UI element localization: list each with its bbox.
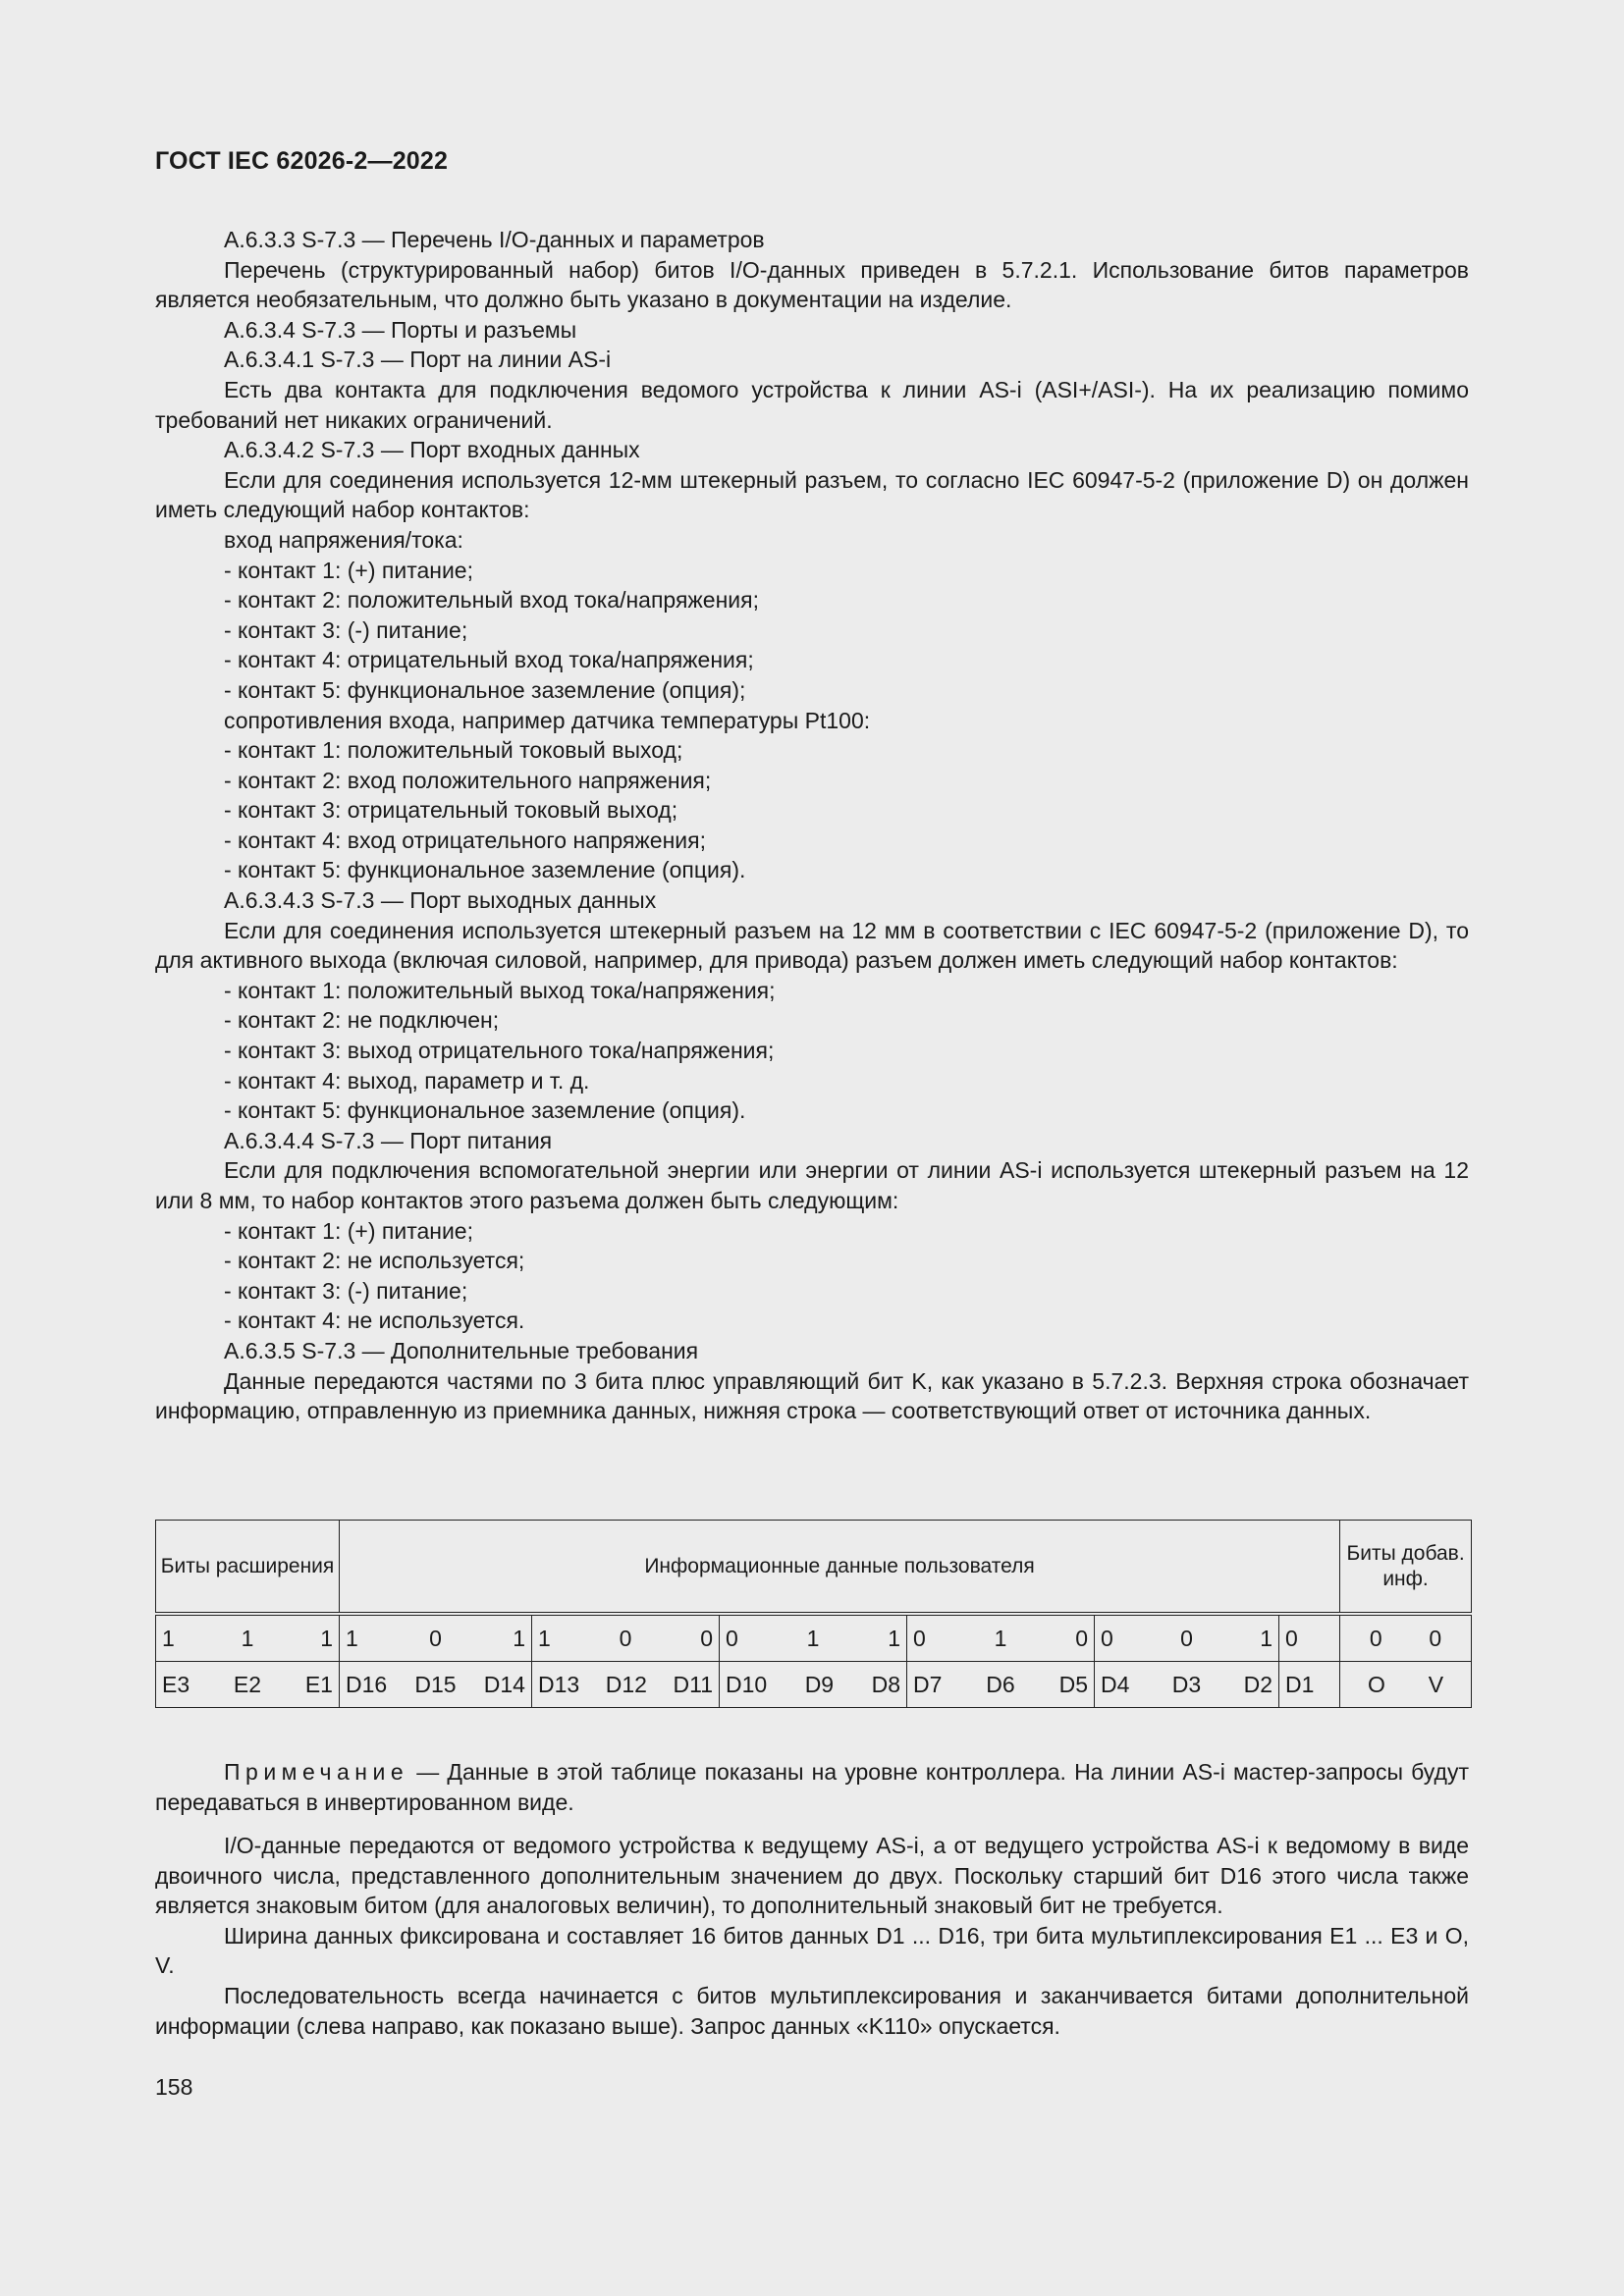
table-note [155, 1757, 1469, 1817]
bit-value: D10 [726, 1671, 768, 1697]
bit-value: 1 [888, 1625, 900, 1651]
list-item: - контакт 2: вход положительного напряжения; [224, 767, 712, 793]
list-item: - контакт 1: (+) питание; [224, 1217, 473, 1244]
note-text: — Данные в этой таблице показаны на уровне контроллера. На линии AS-i мастер-запросы будут передаваться в инвертированном виде. [155, 1759, 1469, 1815]
list-item: - контакт 1: (+) питание; [224, 557, 473, 583]
bit-value: 0 [913, 1625, 926, 1651]
bits-table-container [155, 1520, 1471, 1708]
table-cell [156, 1662, 340, 1708]
table-row [156, 1614, 1472, 1662]
bit-value: D13 [538, 1671, 580, 1697]
table-cell [340, 1662, 532, 1708]
bit-value: E2 [233, 1671, 262, 1697]
bit-value: D8 [871, 1671, 900, 1697]
table-cell [1095, 1662, 1279, 1708]
bit-value: 0 [1429, 1625, 1442, 1651]
bit-value: D3 [1171, 1671, 1202, 1697]
paragraph: А.6.3.4.3 S-7.3 — Порт выходных данных [224, 887, 657, 914]
paragraph: Если для соединения используется штекерный разъем на 12 мм в соответствии с IEC 60947-5-2 (приложение D), то для активного выхода (включая силовой, например, для привода) разъем должен иметь следующий набор контактов: [155, 917, 1469, 974]
list-item: - контакт 3: (-) питание; [224, 1277, 468, 1304]
table-cell [156, 1614, 340, 1662]
body-text [155, 225, 1469, 1426]
bit-value: D4 [1101, 1671, 1130, 1697]
bit-value: 0 [1075, 1625, 1088, 1651]
bit-value: D2 [1243, 1671, 1272, 1697]
table-cell [720, 1614, 907, 1662]
table-cell [907, 1662, 1095, 1708]
list-item: - контакт 2: не подключен; [224, 1007, 500, 1034]
bit-value: 0 [619, 1625, 632, 1651]
header-additional-bits: Биты добав. инф. [1340, 1521, 1472, 1615]
bit-value: 0 [1180, 1625, 1193, 1651]
bit-value: 1 [994, 1625, 1007, 1651]
bit-value: D14 [483, 1671, 525, 1697]
table-cell [1340, 1614, 1472, 1662]
bit-value: D9 [804, 1671, 835, 1697]
list-item: - контакт 1: положительный выход тока/напряжения; [224, 977, 776, 1003]
bit-value: D12 [605, 1671, 647, 1697]
bit-value: O [1368, 1671, 1385, 1697]
list-item: - контакт 4: вход отрицательного напряжения; [224, 827, 706, 853]
paragraph: Данные передаются частями по 3 бита плюс управляющий бит K, как указано в 5.7.2.3. Верхняя строка обозначает информацию, отправленную из приемника данных, нижняя строка — соответствующий ответ от источника данных. [155, 1367, 1469, 1424]
table-cell [1279, 1662, 1340, 1708]
document-header: ГОСТ IEC 62026-2—2022 [155, 147, 449, 175]
after-note-text [155, 1831, 1469, 2041]
paragraph: А.6.3.4 S-7.3 — Порты и разъемы [224, 316, 577, 343]
table-cell [720, 1662, 907, 1708]
list-item: - контакт 3: (-) питание; [224, 616, 468, 643]
paragraph: А.6.3.5 S-7.3 — Дополнительные требования [224, 1337, 699, 1363]
list-item: сопротивления входа, например датчика температуры Pt100: [224, 707, 871, 733]
header-user-data: Информационные данные пользователя [340, 1521, 1340, 1615]
bit-value: 1 [806, 1625, 820, 1651]
page-number: 158 [155, 2074, 193, 2100]
paragraph: Есть два контакта для подключения ведомого устройства к линии AS-i (ASI+/ASI-). На их реализацию помимо требований нет никаких ограничений. [155, 376, 1469, 433]
bit-value: E3 [162, 1671, 190, 1697]
bit-value: 1 [513, 1625, 525, 1651]
table-cell [907, 1614, 1095, 1662]
table-row [156, 1662, 1472, 1708]
bit-value: D7 [913, 1671, 943, 1697]
bit-value: V [1428, 1671, 1444, 1697]
paragraph: А.6.3.3 S-7.3 — Перечень I/О-данных и параметров [224, 227, 765, 252]
list-item: - контакт 5: функциональное заземление (опция). [224, 857, 746, 883]
paragraph: А.6.3.4.2 S-7.3 — Порт входных данных [224, 437, 640, 463]
list-item: - контакт 5: функциональное заземление (опция). [224, 1097, 746, 1124]
bit-value: 0 [1101, 1625, 1113, 1651]
paragraph: Последовательность всегда начинается с битов мультиплексирования и заканчивается битами дополнительной информации (слева направо, как показано выше). Запрос данных «K110» опускается. [155, 1982, 1469, 2039]
bit-value: 0 [1285, 1625, 1298, 1651]
list-item: - контакт 4: не используется. [224, 1308, 525, 1334]
list-item: - контакт 5: функциональное заземление (опция); [224, 676, 746, 703]
bit-value: 0 [429, 1625, 442, 1651]
list-item: - контакт 4: отрицательный вход тока/напряжения; [224, 647, 754, 673]
bit-value: 1 [162, 1625, 175, 1651]
list-item: - контакт 1: положительный токовый выход; [224, 737, 683, 764]
bit-value: D1 [1285, 1671, 1315, 1697]
bit-value: 1 [538, 1625, 551, 1651]
table-cell [532, 1662, 720, 1708]
paragraph: А.6.3.4.4 S-7.3 — Порт питания [224, 1127, 553, 1153]
bit-value: D6 [986, 1671, 1015, 1697]
bit-value: 1 [241, 1625, 254, 1651]
bits-table [155, 1520, 1472, 1708]
note-label: Примечание [224, 1759, 409, 1785]
bit-value: E1 [304, 1671, 333, 1697]
list-item: - контакт 3: отрицательный токовый выход; [224, 797, 678, 824]
table-cell [1095, 1614, 1279, 1662]
list-item: - контакт 3: выход отрицательного тока/напряжения; [224, 1038, 775, 1064]
paragraph: Если для подключения вспомогательной энергии или энергии от линии AS-i используется штекерный разъем на 12 или 8 мм, то набор контактов этого разъема должен быть следующим: [155, 1157, 1469, 1213]
table-cell [340, 1614, 532, 1662]
paragraph: А.6.3.4.1 S-7.3 — Порт на линии AS-i [224, 347, 612, 373]
list-item: - контакт 2: положительный вход тока/напряжения; [224, 587, 759, 614]
table-cell [532, 1614, 720, 1662]
bit-value: 0 [726, 1625, 738, 1651]
bit-value: 1 [320, 1625, 333, 1651]
header-extension-bits: Биты расширения [156, 1521, 340, 1615]
bit-value: D5 [1058, 1671, 1088, 1697]
paragraph: Ширина данных фиксирована и составляет 16 битов данных D1 ... D16, три бита мультиплексирования E1 ... E3 и O, V. [155, 1922, 1469, 1979]
table-cell [1279, 1614, 1340, 1662]
bit-value: D15 [414, 1671, 457, 1697]
list-item: вход напряжения/тока: [224, 526, 463, 553]
table-cell [1340, 1662, 1472, 1708]
bit-value: 0 [700, 1625, 713, 1651]
list-item: - контакт 4: выход, параметр и т. д. [224, 1067, 590, 1094]
bit-value: D11 [673, 1671, 713, 1697]
bit-value: D16 [346, 1671, 388, 1697]
paragraph: Перечень (структурированный набор) битов I/О-данных приведен в 5.7.2.1. Использование битов параметров является необязательным, что должно быть указано в документации на изделие. [155, 256, 1469, 313]
list-item: - контакт 2: не используется; [224, 1248, 525, 1274]
paragraph: Если для соединения используется 12-мм штекерный разъем, то согласно IEC 60947-5-2 (приложение D) он должен иметь следующий набор контактов: [155, 466, 1469, 523]
bit-value: 1 [1260, 1625, 1272, 1651]
paragraph: I/O-данные передаются от ведомого устройства к ведущему AS-i, а от ведущего устройства AS-i к ведомому в виде двоичного числа, представленного дополнительным значением до двух. Поскольку старший бит D16 этого числа также является знаковым битом (для аналоговых величин), то дополнительный знаковый бит не требуется. [155, 1833, 1469, 1919]
bit-value: 1 [346, 1625, 358, 1651]
bit-value: 0 [1369, 1625, 1382, 1651]
